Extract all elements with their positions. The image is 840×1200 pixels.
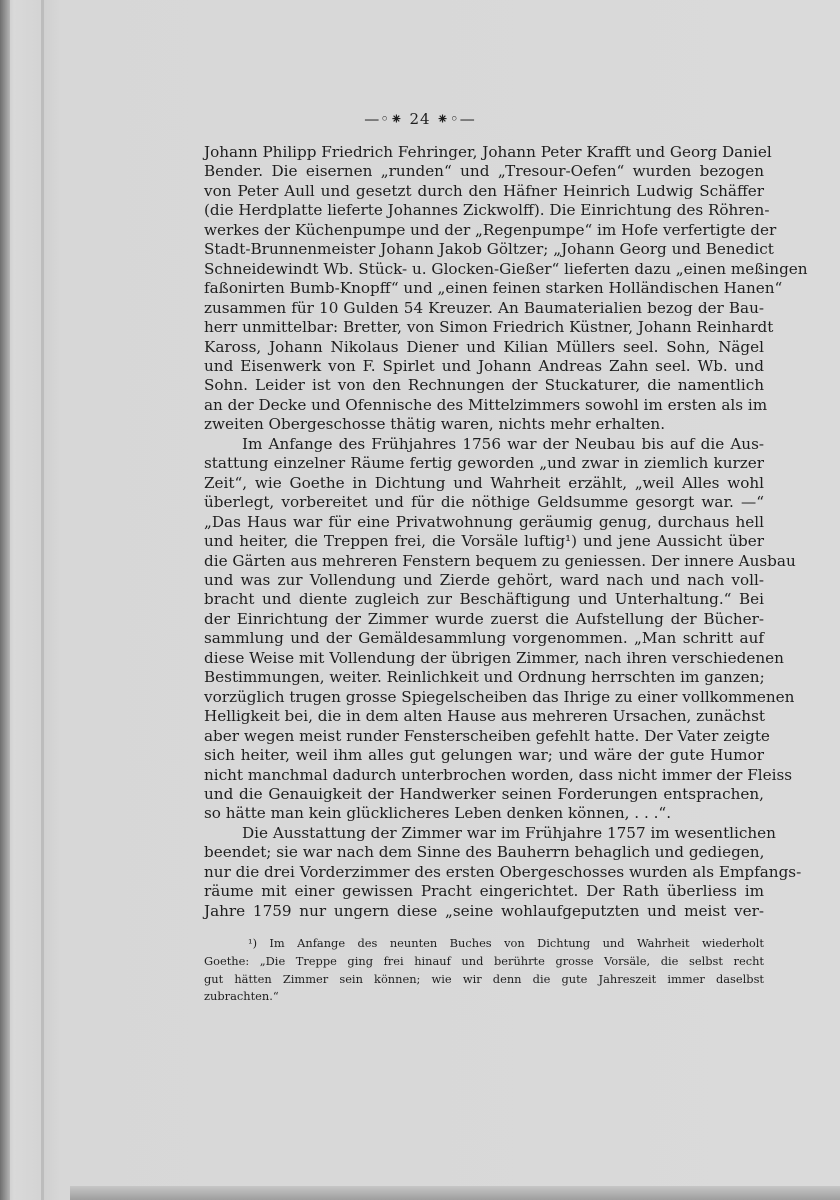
- body-text-line: stattung einzelner Räume fertig geworden „und zwar in ziemlich kurzer: [204, 454, 764, 473]
- body-text-line: aber wegen meist runder Fensterscheiben gefehlt hatte. Der Vater zeigte: [204, 726, 770, 745]
- body-text-line: werkes der Küchenpumpe und der „Regenpumpe“ im Hofe verfertigte der: [204, 220, 777, 239]
- body-text-line: Die Ausstattung der Zimmer war im Frühjahre 1757 im wesentlichen: [242, 823, 776, 842]
- page-number: —◦⁕ 24 ⁕◦—: [364, 110, 476, 128]
- body-text-line: „Das Haus war für eine Privatwohnung geräumig genug, durchaus hell: [204, 512, 764, 531]
- body-text-line: herr unmittelbar: Bretter, von Simon Friedrich Küstner, Johann Reinhardt: [204, 318, 774, 337]
- body-text-line: zweiten Obergeschosse thätig waren, nichts mehr erhalten.: [204, 415, 666, 434]
- body-text-line: Kaross, Johann Nikolaus Diener und Kilian Müllers seel. Sohn, Nägel: [204, 337, 764, 356]
- body-text-line: Bestimmungen, weiter. Reinlichkeit und Ordnung herrschten im ganzen;: [204, 668, 765, 687]
- body-text-line: von Peter Aull und gesetzt durch den Häfner Heinrich Ludwig Schäffer: [204, 181, 764, 200]
- body-text-line: Helligkeit bei, die in dem alten Hause aus mehreren Ursachen, zunächst: [204, 707, 765, 726]
- footnote: [204, 935, 764, 1006]
- body-text-line: faßonirten Bumb-Knopff“ und „einen feinen starken Holländischen Hanen“: [204, 279, 783, 298]
- body-text-line: vorzüglich trugen grosse Spiegelscheiben das Ihrige zu einer vollkommenen: [204, 687, 795, 706]
- body-text-line: und Eisenwerk von F. Spirlet und Johann Andreas Zahn seel. Wb. und: [204, 356, 764, 375]
- footnote-line: Goethe: „Die Treppe ging frei hinauf und berührte grosse Vorsäle, die selbst recht: [204, 953, 764, 968]
- body-text-line: sich heiter, weil ihm alles gut gelungen war; und wäre der gute Humor: [204, 746, 764, 765]
- body-text-line: Bender. Die eisernen „runden“ und „Tresour-Oefen“ wurden bezogen: [204, 162, 764, 181]
- body-text-line: und heiter, die Treppen frei, die Vorsäle luftig¹) und jene Aussicht über: [204, 532, 764, 551]
- body-text-line: der Einrichtung der Zimmer wurde zuerst die Aufstellung der Bücher-: [204, 609, 764, 628]
- body-text-line: (die Herdplatte lieferte Johannes Zickwolff). Die Einrichtung des Röhren-: [204, 201, 770, 220]
- body-text-line: bracht und diente zugleich zur Beschäftigung und Unterhaltung.“ Bei: [204, 590, 764, 609]
- body-text: [204, 143, 808, 921]
- body-text-line: sammlung und der Gemäldesammlung vorgenommen. „Man schritt auf: [204, 629, 764, 648]
- body-text-line: Zeit“, wie Goethe in Dichtung und Wahrheit erzählt, „weil Alles wohl: [204, 473, 764, 492]
- body-text-line: überlegt, vorbereitet und für die nöthige Geldsumme gesorgt war. —“: [204, 493, 764, 512]
- body-text-line: Stadt-Brunnenmeister Johann Jakob Göltzer; „Johann Georg und Benedict: [204, 240, 774, 259]
- body-text-line: Sohn. Leider ist von den Rechnungen der Stuckaturer, die namentlich: [204, 376, 764, 395]
- footnote-line: gut hätten Zimmer sein können; wie wir denn die gute Jahreszeit immer daselbst: [204, 971, 764, 986]
- body-text-line: die Gärten aus mehreren Fenstern bequem zu geniessen. Der innere Ausbau: [204, 551, 796, 570]
- footnote-line: ¹) Im Anfange des neunten Buches von Dichtung und Wahrheit wiederholt: [248, 936, 764, 950]
- body-text-line: Schneidewindt Wb. Stück- u. Glocken-Gießer“ lieferten dazu „einen meßingen: [204, 259, 808, 278]
- page-bottom-edge: [70, 1186, 840, 1200]
- body-text-line: an der Decke und Ofennische des Mittelzimmers sowohl im ersten als im: [204, 395, 768, 414]
- body-text-line: diese Weise mit Vollendung der übrigen Zimmer, nach ihren verschiedenen: [204, 648, 784, 667]
- body-text-line: so hätte man kein glücklicheres Leben denken können, . . .“.: [204, 804, 672, 823]
- body-text-line: räume mit einer gewissen Pracht eingerichtet. Der Rath überliess im: [204, 882, 764, 901]
- body-text-line: und die Genauigkeit der Handwerker seinen Forderungen entsprachen,: [204, 784, 764, 803]
- body-text-line: Jahre 1759 nur ungern diese „seine wohlaufgeputzten und meist ver-: [204, 901, 764, 920]
- body-text-line: beendet; sie war nach dem Sinne des Bauherrn behaglich und gediegen,: [204, 843, 765, 862]
- page-fold-line: [41, 0, 44, 1200]
- binding-edge: [0, 0, 10, 1200]
- body-text-line: und was zur Vollendung und Zierde gehört, ward nach und nach voll-: [204, 570, 764, 589]
- body-text-line: Johann Philipp Friedrich Fehringer, Johann Peter Krafft und Georg Daniel: [204, 143, 772, 161]
- body-text-line: zusammen für 10 Gulden 54 Kreuzer. An Baumaterialien bezog der Bau-: [204, 298, 764, 317]
- body-text-line: Im Anfange des Frühjahres 1756 war der Neubau bis auf die Aus-: [242, 434, 764, 453]
- footnote-line: zubrachten.“: [204, 989, 279, 1004]
- body-text-line: nicht manchmal dadurch unterbrochen worden, dass nicht immer der Fleiss: [204, 765, 793, 784]
- body-text-line: nur die drei Vorderzimmer des ersten Obergeschosses wurden als Empfangs-: [204, 862, 802, 881]
